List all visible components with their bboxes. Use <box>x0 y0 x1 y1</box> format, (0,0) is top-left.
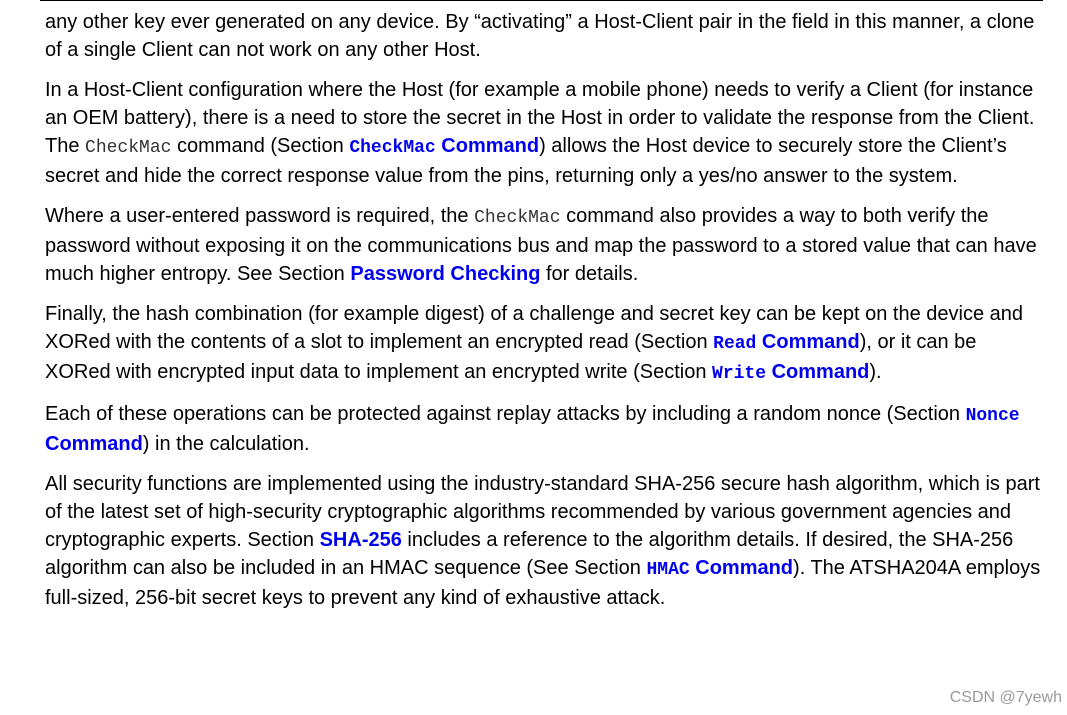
link-read-command[interactable]: Read Command <box>713 331 860 354</box>
paragraph-6: All security functions are implemented using the industry-standard SHA-256 secure hash algorithm, which is part of the latest set of high-security cryptographic algorithms recommended by various government agencies and cryptographic experts. Section SHA-256 includes a reference to the algorithm details. If desired, the SHA-256 algorithm can also be included in an HMAC sequence (See Section HMAC Command). The ATSHA204A employs full-sized, 256-bit secret keys to prevent any kind of exhaustive attack. <box>45 473 1041 609</box>
link-nonce-command[interactable]: Nonce Command <box>45 406 1020 455</box>
document-body <box>45 8 1045 624</box>
paragraph-5: Each of these operations can be protected against replay attacks by including a random nonce (Section Nonce Command) in the calculation. <box>45 403 1020 455</box>
paragraph-4: Finally, the hash combination (for example digest) of a challenge and secret key can be kept on the device and XORed with the contents of a slot to implement an encrypted read (Section Read Command), or it can be XORed with encrypted input data to implement an encrypted write (Section Write Command). <box>45 303 1023 384</box>
link-write-command[interactable]: Write Command <box>712 361 870 384</box>
link-password-checking[interactable]: Password Checking <box>350 263 541 285</box>
top-rule <box>40 0 1043 1</box>
paragraph-2: In a Host-Client configuration where the Host (for example a mobile phone) needs to verify a Client (for instance an OEM battery), there is a need to store the secret in the Host in order to validate the response from the Client. The CheckMac command (Section CheckMac Command) allows the Host device to securely store the Client’s secret and hide the correct response value from the pins, returning only a yes/no answer to the system. <box>45 79 1035 187</box>
link-hmac-command[interactable]: HMAC Command <box>646 557 794 580</box>
paragraph-1: any other key ever generated on any device. By “activating” a Host-Client pair in the field in this manner, a clone of a single Client can not work on any other Host. <box>45 11 1035 61</box>
csdn-watermark: CSDN @7yewh <box>949 689 1062 706</box>
paragraph-3: Where a user-entered password is required, the CheckMac command also provides a way to both verify the password without exposing it on the communications bus and map the password to a stored value that can have much higher entropy. See Section Password Checking for details. <box>45 205 1037 285</box>
code-checkmac: CheckMac <box>474 208 561 228</box>
link-checkmac-command[interactable]: CheckMac Command <box>349 135 540 158</box>
code-checkmac: CheckMac <box>85 138 172 158</box>
link-sha-256[interactable]: SHA-256 <box>319 529 402 551</box>
